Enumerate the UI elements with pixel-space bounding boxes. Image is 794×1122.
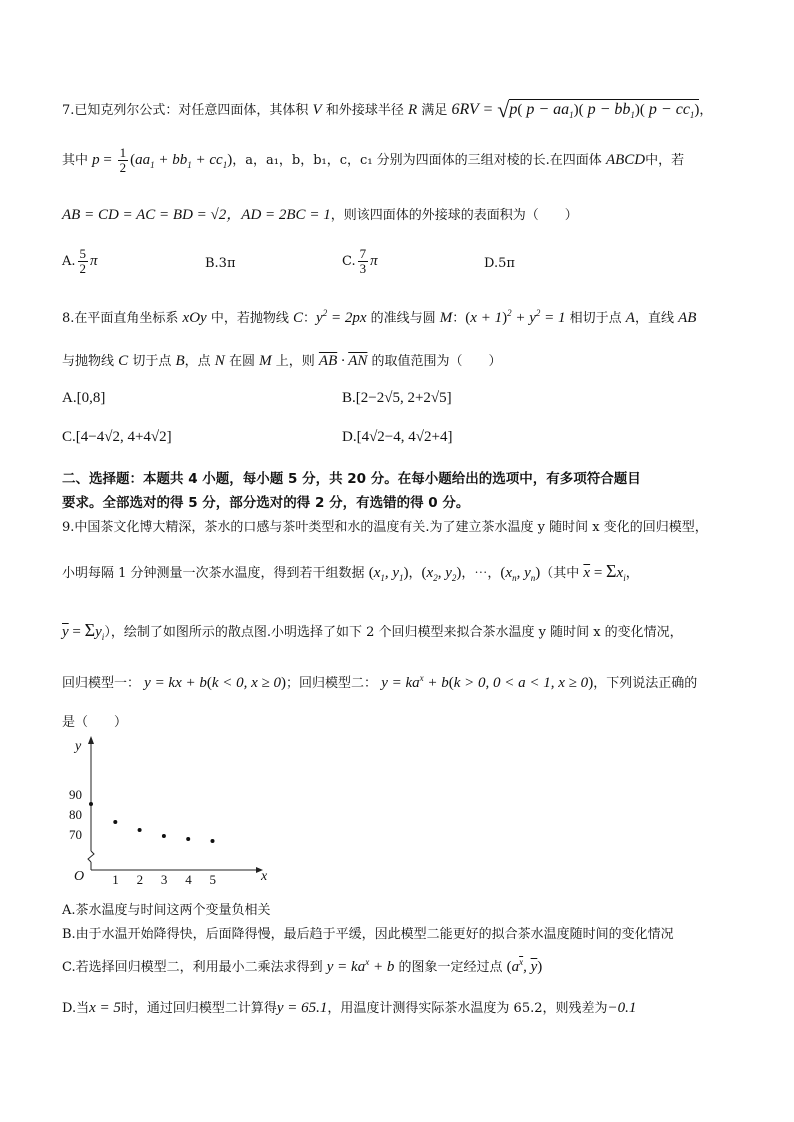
q9-line5: 是（ ） [62, 715, 128, 730]
q7-line2: 其中 p = $\frac{1}{2}$ $(aa_1 + bb_1 + cc_1)$，a，a₁，b，b₁，c，c₁ 分别为四面体的三组对棱的长.在四面体 ABCD中，若 [62, 145, 685, 175]
data-point [138, 828, 142, 832]
q7-formula: 6RV = √p( $p - aa_1$)( $p - bb_1$)( $p - cc_1$) [451, 97, 700, 122]
q8-option-a: A.[0,8] [62, 390, 106, 406]
data-point [211, 839, 215, 843]
q9-option-d: D.当x = 5时，通过回归模型二计算得y = 65.1，用温度计测得实际茶水温度为 65.2，则残差为−0.1 [62, 1000, 637, 1016]
data-point [113, 820, 117, 824]
q8-option-b: B.[2−2√5, 2+2√5] [342, 390, 452, 406]
q7-option-a: A. $\frac{5}{2}$ π [62, 246, 98, 276]
q9-option-c: C.若选择回归模型二，利用最小二乘法求得到 $y = ka^x + b$ 的图象一定经过点 ($a^{\overline{x}}$, $\overline{y}$) [62, 957, 543, 975]
q9-line2: 小明每隔 1 分钟测量一次茶水温度，得到若干组数据 ($x_1$, $y_1$)，($x_2$, $y_2$)，⋯，($x_n$, $y_n$)（其中 $\overline{x} = \Sigma x_i$， [62, 561, 639, 583]
y-axis-break [88, 851, 94, 862]
q7-line3: AB = CD = AC = BD = √2，AD = 2BC = 1，则该四面体的外接球的表面积为（ ） [62, 207, 578, 223]
x-tick-label: 3 [160, 872, 168, 887]
section2-heading-line1: 二、选择题：本题共 4 小题，每小题 5 分，共 20 分。在每小题给出的选项中，有多项符合题目 [62, 471, 641, 487]
data-point [162, 834, 166, 838]
q8-line2: 与抛物线 C 切于点 B，点 N 在圆 M 上，则 $\overline{AB} \cdot \overline{AN}$ 的取值范围为（ ） [62, 353, 502, 369]
q8-option-d: D.[4√2−4, 4√2+4] [342, 429, 453, 445]
x-tick-label: 5 [209, 872, 216, 887]
x-axis-label: x [261, 869, 268, 884]
scatter-chart [58, 730, 278, 890]
q9-option-b: B.由于水温开始降得快，后面降得慢，最后趋于平缓，因此模型二能更好的拟合茶水温度随时间的变化情况 [62, 927, 674, 942]
chart-axes [73, 736, 268, 884]
chart-points [89, 802, 215, 843]
q9-line3: $\overline{y} = \Sigma y_i$），绘制了如图所示的散点图.小明选择了如下 2 个回归模型来拟合茶水温度 y 随时间 x 的变化情况， [62, 620, 683, 642]
y-tick-label: 70 [69, 827, 82, 842]
q7-line1: 7.已知克列尔公式：对任意四面体，其体积 V 和外接球半径 R 满足 6RV = √p( $p - aa_1$)( $p - bb_1$)( $p - cc_1$)， [62, 97, 713, 122]
x-tick-label: 1 [112, 872, 119, 887]
origin-label: O [74, 869, 85, 884]
x-tick-label: 4 [185, 872, 192, 887]
q7-intro: 7.已知克列尔公式：对任意四面体，其体积 [62, 103, 309, 118]
q7-option-c: C. $\frac{7}{3}$ π [342, 246, 378, 276]
q9-line4: 回归模型一： y = kx + b(k < 0, x ≥ 0)；回归模型二： $y = ka^x + b(k > 0$, 0 < a < 1, x ≥ 0)，下列说法正确的 [62, 673, 698, 691]
q8-option-c: C.[4−4√2, 4+4√2] [62, 429, 172, 445]
q9-option-a: A.茶水温度与时间这两个变量负相关 [62, 903, 271, 918]
q7-option-d: D.5π [484, 256, 515, 271]
y-tick-label: 90 [69, 787, 82, 802]
y-axis-arrow [88, 736, 94, 744]
q7-option-b: B.3π [205, 256, 236, 271]
data-point [89, 802, 93, 806]
x-tick-label: 2 [136, 872, 144, 887]
q9-line1: 9.中国茶文化博大精深，茶水的口感与茶叶类型和水的温度有关.为了建立茶水温度 y 随时间 x 变化的回归模型， [62, 520, 708, 535]
data-point [186, 837, 190, 841]
y-tick-label: 80 [69, 807, 82, 822]
section2-heading-line2: 要求。全部选对的得 5 分，部分选对的得 2 分，有选错的得 0 分。 [62, 495, 470, 511]
y-axis-label: y [75, 739, 82, 754]
q8-line1: 8.在平面直角坐标系 xOy 中，若抛物线 C：$y^2 = 2px$ 的准线与圆 M：$(x + 1)^2 + y^2 = 1$ 相切于点 A，直线 AB [62, 308, 697, 326]
